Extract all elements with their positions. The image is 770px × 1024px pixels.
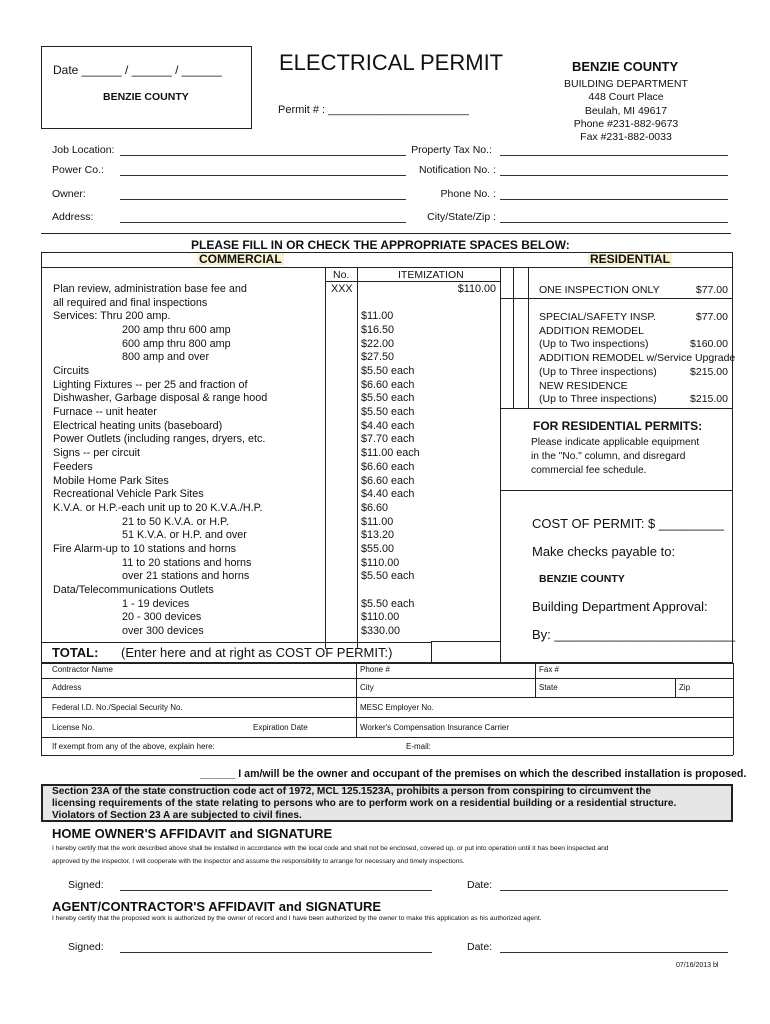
- fee-row-amount: $11.00: [361, 515, 394, 528]
- fee-row-label: Signs -- per circuit: [53, 447, 140, 460]
- permit-number-field[interactable]: Permit # : _______________________: [278, 104, 469, 116]
- home-owner-date-label: Date:: [467, 879, 493, 891]
- res-line: [500, 298, 733, 299]
- res-item-fee: $77.00: [695, 311, 728, 323]
- res-permits-line: commercial fee schedule.: [531, 464, 647, 476]
- contractor-zip-cell[interactable]: Zip: [679, 683, 691, 692]
- fee-row-label: Mobile Home Park Sites: [53, 474, 169, 487]
- grid-vline: [733, 663, 734, 755]
- contractor-phone-cell[interactable]: Phone #: [360, 665, 390, 674]
- fee-row-label: 51 K.V.A. or H.P. and over: [122, 529, 247, 542]
- office-name: BENZIE COUNTY: [572, 59, 679, 74]
- res-item-label: ADDITION REMODEL w/Service Upgrade: [539, 352, 736, 365]
- res-item-fee: $160.00: [690, 338, 728, 351]
- notification-line[interactable]: [500, 175, 728, 176]
- fee-row-amount: $55.00: [361, 542, 395, 555]
- home-owner-line: I hereby certify that the work described above shall be installed in accordance with the local code and shall not be enclosed, covered up, or put into operation until it has been inspected and: [52, 845, 609, 852]
- fee-row-label: Lighting Fixtures -- per 25 and fraction of: [53, 378, 248, 391]
- home-owner-date-line[interactable]: [500, 890, 728, 891]
- fee-row-label: over 21 stations and horns: [122, 570, 250, 583]
- owner-statement[interactable]: ______ I am/will be the owner and occupant of the premises on which the described installation is proposed.: [200, 768, 747, 780]
- fee-row-amount: $22.00: [361, 337, 395, 350]
- address-line[interactable]: [120, 222, 406, 223]
- col-no-right: [357, 267, 358, 649]
- table-bottom-line: [41, 642, 431, 643]
- office-line: Fax #231-882-0033: [580, 131, 672, 144]
- res-item-label: (Up to Two inspections): [539, 338, 649, 351]
- contractor-name-cell[interactable]: Contractor Name: [52, 665, 113, 674]
- fee-row-amount: $6.60 each: [361, 460, 415, 473]
- agent-text: I hereby certify that the proposed work is authorized by the owner of record and I have been authorized by the owner to make this application as his authorized agent.: [52, 915, 542, 922]
- agent-signed-label: Signed:: [68, 941, 104, 953]
- agent-signature-line[interactable]: [120, 952, 432, 953]
- fee-row-label: 1 - 19 devices: [122, 597, 190, 610]
- contractor-address-cell[interactable]: Address: [52, 683, 82, 692]
- fee-row-amount: $4.40 each: [361, 419, 415, 432]
- fee-row-amount: $110.00: [361, 556, 400, 569]
- res-item-label: (Up to Three inspections): [539, 393, 657, 406]
- grid-vline: [535, 663, 536, 697]
- owner-line[interactable]: [120, 199, 406, 200]
- fee-row-label: 11 to 20 stations and horns: [122, 556, 252, 569]
- fee-row-amount: $110.00: [361, 611, 400, 624]
- fee-row-label: Dishwasher, Garbage disposal & range hood: [53, 392, 268, 405]
- instruction-heading: PLEASE FILL IN OR CHECK THE APPROPRIATE SPACES BELOW:: [191, 238, 570, 252]
- fee-row-no[interactable]: XXX: [331, 283, 353, 295]
- res-one-inspection-fee: $77.00: [695, 284, 728, 296]
- fee-row-label: all required and final inspections: [53, 296, 208, 309]
- fee-row-label: over 300 devices: [122, 625, 204, 637]
- res-line: [500, 490, 733, 491]
- grid-vline: [675, 678, 676, 697]
- footer-revision: 07/16/2013 bl: [676, 962, 719, 969]
- res-check-col: [513, 267, 514, 409]
- fee-row-label: Electrical heating units (baseboard): [53, 419, 223, 432]
- col-header-line: [325, 281, 500, 282]
- approval-by-field[interactable]: By: _________________________: [532, 627, 736, 642]
- itemization-header: ITEMIZATION: [398, 269, 464, 281]
- fee-row-amount: $4.40 each: [361, 488, 415, 501]
- agent-date-label: Date:: [467, 941, 493, 953]
- fee-row-label: Plan review, administration base fee and: [53, 283, 247, 295]
- agent-date-line[interactable]: [500, 952, 728, 953]
- building-approval: Building Department Approval:: [532, 599, 708, 614]
- res-line: [500, 408, 733, 409]
- fee-row-amount: $5.50 each: [361, 392, 415, 405]
- contractor-state-cell[interactable]: State: [539, 683, 558, 692]
- res-item-label: ADDITION REMODEL: [539, 324, 645, 337]
- res-permits-line: Please indicate applicable equipment: [531, 437, 700, 448]
- phone-label: Phone No. :: [440, 188, 496, 200]
- date-field[interactable]: Date ______ / ______ / ______: [53, 63, 222, 77]
- office-line: 448 Court Place: [588, 91, 664, 104]
- legal-line: licensing requirements of the state relating to persons who are to perform work on a residential building or a residential structure.: [52, 797, 677, 809]
- fee-row-label: 21 to 50 K.V.A. or H.P.: [122, 515, 229, 528]
- col-item-right: [500, 267, 501, 649]
- res-permits-heading: FOR RESIDENTIAL PERMITS:: [533, 419, 703, 433]
- fee-row-amount: $11.00: [361, 310, 394, 323]
- grid-line: [41, 755, 733, 756]
- fee-row-label: 200 amp thru 600 amp: [122, 324, 231, 337]
- checks-payable: Make checks payable to:: [532, 544, 676, 559]
- home-owner-text: [52, 842, 609, 868]
- fee-row-label: Furnace -- unit heater: [53, 406, 157, 419]
- home-owner-signed-label: Signed:: [68, 879, 104, 891]
- exempt-cell[interactable]: If exempt from any of the above, explain here:: [52, 742, 215, 751]
- email-cell[interactable]: E-mail:: [406, 742, 431, 751]
- power-co-line[interactable]: [120, 175, 406, 176]
- grid-vline: [356, 663, 357, 737]
- cost-of-permit[interactable]: COST OF PERMIT: $ _________: [532, 516, 724, 531]
- fee-row-amount: $5.50 each: [361, 597, 415, 610]
- grid-line: [41, 737, 733, 738]
- federal-id-cell[interactable]: Federal I.D. No./Special Security No.: [52, 703, 183, 712]
- fee-row-amount: $5.50 each: [361, 570, 415, 583]
- office-address: [560, 78, 692, 144]
- power-co-label: Power Co.:: [52, 164, 104, 176]
- res-divider: [528, 267, 529, 409]
- city-state-zip-line[interactable]: [500, 222, 728, 223]
- grid-line: [41, 663, 733, 664]
- fee-row-amount: $6.60 each: [361, 474, 415, 487]
- office-line: Phone #231-882-9673: [573, 117, 679, 130]
- fee-row-amount: $330.00: [361, 625, 401, 637]
- fee-row-label: 800 amp and over: [122, 351, 210, 364]
- grid-line: [41, 717, 733, 718]
- home-owner-line: approved by the inspector. I will cooperate with the inspector and assume the responsibility to arrange for necessary and timely inspections.: [52, 858, 465, 865]
- owner-label: Owner:: [52, 188, 86, 200]
- job-location-label: Job Location:: [52, 144, 115, 156]
- fee-row-amount: $16.50: [361, 324, 395, 337]
- divider: [41, 233, 731, 234]
- legal-line: Violators of Section 23 A are subjected to civil fines.: [52, 809, 302, 821]
- table-header-line: [41, 267, 733, 268]
- fee-row-amount: $6.60: [361, 501, 389, 514]
- phone-line[interactable]: [500, 199, 728, 200]
- fee-row-amount: $6.60 each: [361, 378, 415, 391]
- license-cell[interactable]: License No.: [52, 723, 95, 732]
- no-header: No.: [333, 269, 350, 281]
- grid-line: [41, 678, 733, 679]
- legal-line: Section 23A of the state construction code act of 1972, MCL 125.1523A, prohibits a person from conspiring to circumvent the: [52, 786, 652, 797]
- fee-row-label: Power Outlets (including ranges, dryers, etc.: [53, 433, 266, 446]
- fee-row-label: Fire Alarm-up to 10 stations and horns: [53, 542, 237, 555]
- res-item-label: NEW RESIDENCE: [539, 379, 628, 392]
- res-permits-text: [531, 436, 699, 477]
- fee-row-amount: $5.50 each: [361, 406, 415, 419]
- fee-row-label: 20 - 300 devices: [122, 611, 202, 624]
- total-input-box[interactable]: [431, 641, 501, 663]
- residential-label: RESIDENTIAL: [590, 252, 671, 266]
- fee-row-label: Services: Thru 200 amp.: [53, 310, 171, 323]
- office-line: Beulah, MI 49617: [584, 104, 668, 117]
- commercial-label: COMMERCIAL: [199, 252, 282, 266]
- payee: BENZIE COUNTY: [539, 573, 625, 585]
- legal-text: [52, 786, 676, 821]
- fee-row-label: Feeders: [53, 460, 93, 473]
- fee-row-amount: $13.20: [361, 529, 395, 542]
- res-item-fee: $215.00: [690, 393, 728, 406]
- fee-row-label: Recreational Vehicle Park Sites: [53, 488, 204, 501]
- workers-comp-cell[interactable]: Worker's Compensation Insurance Carrier: [360, 723, 509, 732]
- property-tax-line[interactable]: [500, 155, 728, 156]
- fee-row-label: Circuits: [53, 365, 89, 378]
- address-label: Address:: [52, 211, 94, 223]
- date-county-box: [41, 46, 252, 129]
- col-no-left: [325, 267, 326, 649]
- fee-row-amount: $5.50 each: [361, 365, 415, 378]
- home-owner-heading: HOME OWNER'S AFFIDAVIT and SIGNATURE: [52, 826, 333, 841]
- res-item-label: (Up to Three inspections): [539, 365, 657, 378]
- fee-row-amount: $27.50: [361, 351, 395, 364]
- total-instruction: (Enter here and at right as COST OF PERMIT:): [121, 645, 393, 660]
- notification-label: Notification No. :: [418, 164, 496, 176]
- office-line: BUILDING DEPARTMENT: [564, 78, 688, 90]
- grid-line: [41, 697, 733, 698]
- contractor-fax-cell[interactable]: Fax #: [539, 665, 560, 674]
- home-owner-signature-line[interactable]: [120, 890, 432, 891]
- total-label: TOTAL:: [52, 645, 99, 660]
- res-item-label: SPECIAL/SAFETY INSP.: [539, 311, 656, 323]
- res-one-inspection: ONE INSPECTION ONLY: [539, 284, 660, 296]
- fee-row-amount: $11.00 each: [361, 447, 420, 460]
- job-location-line[interactable]: [120, 155, 406, 156]
- city-state-zip-label: City/State/Zip :: [427, 211, 496, 223]
- fee-row-label: K.V.A. or H.P.-each unit up to 20 K.V.A./H.P.: [53, 501, 263, 514]
- mesc-cell[interactable]: MESC Employer No.: [360, 703, 434, 712]
- expiration-cell[interactable]: Expiration Date: [253, 723, 308, 732]
- page-title: ELECTRICAL PERMIT: [279, 50, 504, 75]
- grid-vline: [41, 663, 42, 755]
- res-item-fee: $215.00: [690, 365, 728, 378]
- county-box-label: BENZIE COUNTY: [103, 91, 189, 103]
- fee-row-label: Data/Telecommunications Outlets: [53, 583, 214, 596]
- res-permits-line: in the "No." column, and disregard: [531, 450, 686, 462]
- fee-row-total[interactable]: $110.00: [457, 283, 496, 295]
- agent-heading: AGENT/CONTRACTOR'S AFFIDAVIT and SIGNATURE: [52, 899, 382, 914]
- fee-row-label: 600 amp thru 800 amp: [122, 337, 231, 350]
- fee-row-amount: $7.70 each: [361, 433, 415, 446]
- property-tax-label: Property Tax No.:: [411, 144, 492, 156]
- contractor-city-cell[interactable]: City: [360, 683, 374, 692]
